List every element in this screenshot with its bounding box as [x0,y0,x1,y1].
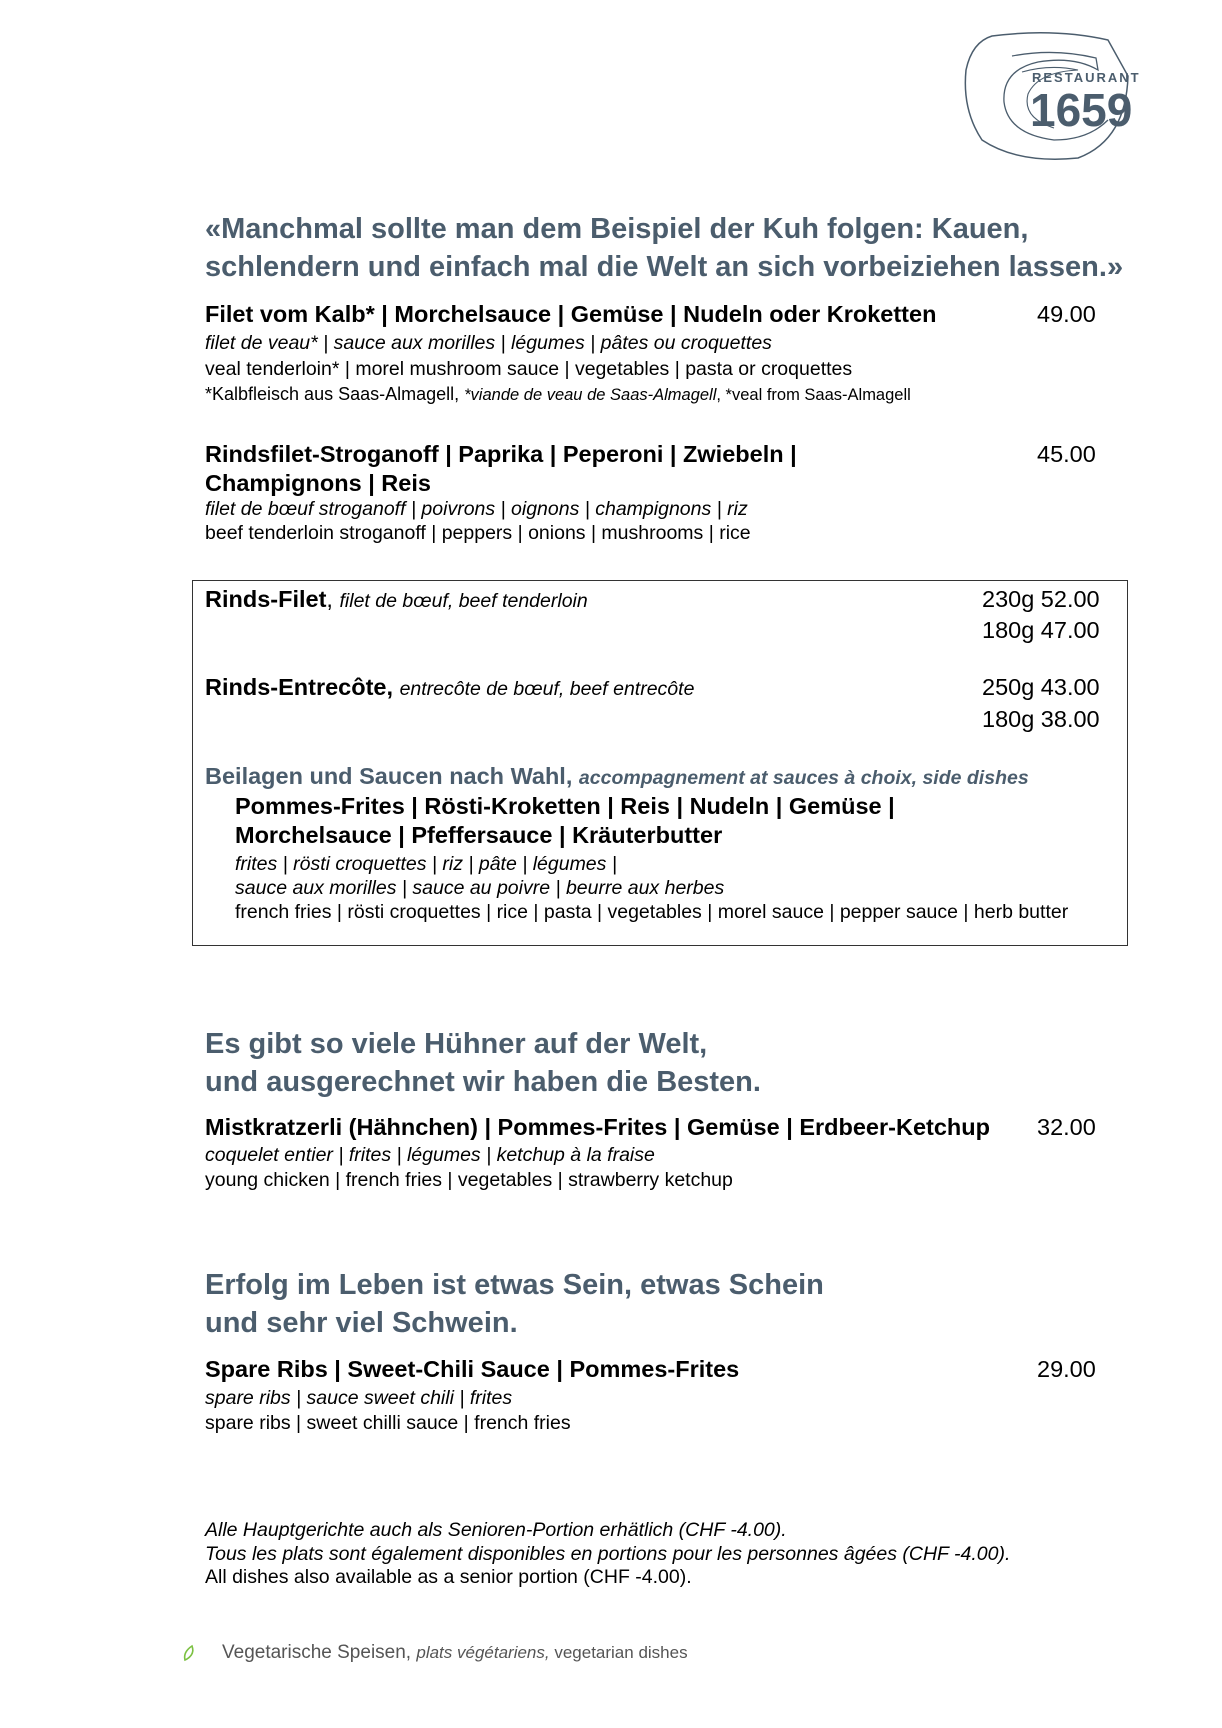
dish-title: Filet vom Kalb* | Morchelsauce | Gemüse | Nudeln oder Kroketten [205,301,937,327]
steak-sub: entrecôte de bœuf, beef entrecôte [399,678,695,700]
slogan-cow [205,210,1123,286]
steak-name: Rinds-Filet [205,586,327,612]
steak-price: 180g 38.00 [982,706,1100,732]
steak-sub: filet de bœuf, beef tenderloin [339,590,588,612]
note-fr: Tous les plats sont également disponibles en portions pour les personnes âgées (CHF -4.00). [205,1542,1011,1565]
dish-price: 45.00 [1037,441,1096,467]
sides-english: french fries | rösti croquettes | rice | pasta | vegetables | morel sauce | pepper sauce | herb butter [235,901,1069,923]
sides-list [235,792,895,850]
legend-de: Vegetarische Speisen, [222,1642,417,1663]
dish-title-line: Rindsfilet-Stroganoff | Paprika | Peperoni | Zwiebeln | [205,441,797,467]
steak-filet-title: Rinds-Filet, filet de bœuf, beef tenderloin [205,586,588,612]
slogan-line: Es gibt so viele Hühner auf der Welt, [205,1028,708,1060]
dish-price: 29.00 [1037,1356,1096,1382]
slogan-pig [205,1266,824,1342]
sides-french-line: sauce aux morilles | sauce au poivre | beurre aux herbes [235,877,725,899]
steak-price: 250g 43.00 [982,674,1100,700]
dish-french: spare ribs | sauce sweet chili | frites [205,1387,513,1409]
steak-name: Rinds-Entrecôte, [205,674,394,700]
dish-english: young chicken | french fries | vegetables | strawberry ketchup [205,1169,733,1191]
dish-price: 32.00 [1037,1114,1096,1140]
sides-french [235,852,724,900]
logo-mark [958,30,1148,162]
dish-english: spare ribs | sweet chilli sauce | french fries [205,1412,571,1434]
sides-subtitle: accompagnement at sauces à choix, side dishes [578,767,1029,789]
dish-french: coquelet entier | frites | légumes | ketchup à la fraise [205,1144,655,1166]
legend-fr: plats végétariens, [416,1643,550,1662]
dish-french: filet de veau* | sauce aux morilles | légumes | pâtes ou croquettes [205,332,772,354]
note-en: All dishes also available as a senior portion (CHF -4.00). [205,1566,692,1588]
steak-price: 230g 52.00 [982,586,1100,612]
dish-french: filet de bœuf stroganoff | poivrons | oignons | champignons | riz [205,498,748,520]
vegetarian-legend [222,1641,688,1665]
sides-french-line: frites | rösti croquettes | riz | pâte | légumes | [235,853,617,875]
steak-price: 180g 47.00 [982,617,1100,643]
dish-origin-note [205,382,911,407]
dish-price: 49.00 [1037,301,1096,327]
dish-title: Mistkratzerli (Hähnchen) | Pommes-Frites | Gemüse | Erdbeer-Ketchup [205,1114,990,1140]
slogan-chicken [205,1025,761,1101]
slogan-line: und ausgerechnet wir haben die Besten. [205,1066,761,1098]
leaf-icon [182,1644,196,1662]
restaurant-logo [958,30,1148,162]
legend-en: vegetarian dishes [549,1643,688,1662]
logo-small-text: RESTAURANT [1032,70,1141,85]
sides-title: Beilagen und Saucen nach Wahl, [205,763,573,789]
sides-line: Pommes-Frites | Rösti-Kroketten | Reis | Nudeln | Gemüse | [235,793,895,819]
logo-number: 1659 [1030,84,1133,136]
note-de: Alle Hauptgerichte auch als Senioren-Portion erhätlich (CHF -4.00). [205,1519,787,1541]
slogan-line: schlendern und einfach mal die Welt an sich vorbeiziehen lassen.» [205,251,1124,283]
dish-title [205,440,797,498]
sides-heading [205,762,1029,793]
dish-english: beef tenderloin stroganoff | peppers | onions | mushrooms | rice [205,522,751,544]
dish-title-line: Champignons | Reis [205,470,431,496]
slogan-line: und sehr viel Schwein. [205,1307,518,1339]
dish-english: veal tenderloin* | morel mushroom sauce | vegetables | pasta or croquettes [205,358,853,380]
slogan-line: Erfolg im Leben ist etwas Sein, etwas Schein [205,1269,824,1301]
steak-entrecote-title [205,673,694,702]
dish-title: Spare Ribs | Sweet-Chili Sauce | Pommes-Frites [205,1356,740,1382]
origin-note-en: , *veal from Saas-Almagell [716,386,911,404]
senior-portion-note [205,1519,1010,1590]
slogan-line: «Manchmal sollte man dem Beispiel der Kuh folgen: Kauen, [205,213,1029,245]
origin-note-fr: *viande de veau de Saas-Almagell [464,386,717,404]
origin-note-de: *Kalbfleisch aus Saas-Almagell, [205,384,465,404]
sides-line: Morchelsauce | Pfeffersauce | Kräuterbutter [235,822,723,848]
